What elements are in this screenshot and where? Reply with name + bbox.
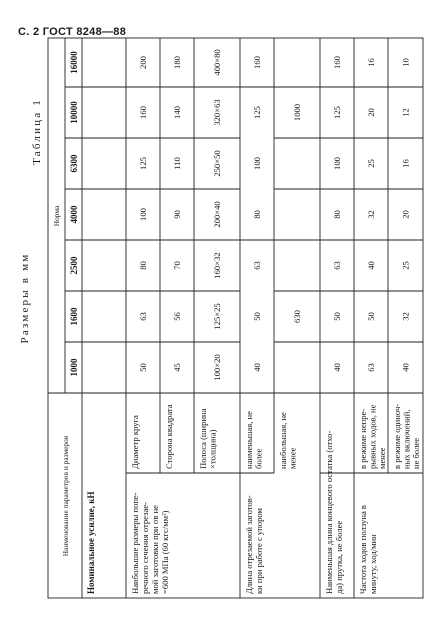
cell-value: 40 <box>252 363 262 372</box>
row-sublabel: менее <box>287 447 298 469</box>
row-sublabel: Диаметр круга <box>130 415 140 469</box>
cell-value: 400×80 <box>212 49 222 76</box>
row-label: =600 МПа (60 кгс/мм²) <box>160 510 170 594</box>
cell-value: 125 <box>138 157 148 170</box>
row-label: мой заготовки при σв не <box>150 504 160 594</box>
row-label: да) прутка, не более <box>334 520 344 594</box>
cell-value: 50 <box>332 312 342 321</box>
row-sublabel: ×толщина) <box>207 429 218 469</box>
cell-value: 63 <box>252 261 262 270</box>
cell-value: 1000 <box>292 103 302 122</box>
row-label: Наименьшая длина концевого остатка (отхо- <box>324 430 334 594</box>
row-labels <box>86 404 421 594</box>
row-sublabel: в режиме непре- <box>358 408 368 469</box>
row-sublabel: Сторона квадрата <box>164 404 174 469</box>
cell-value: 200 <box>138 56 148 69</box>
row-sublabel: ных включений, <box>401 409 412 469</box>
row-sublabel: в режиме одиноч- <box>392 403 402 469</box>
header-value: 10000 <box>69 101 79 124</box>
row-label: Частота ходов ползуна в <box>358 505 368 594</box>
cell-value: 320×63 <box>212 99 222 126</box>
cell-value: 160 <box>252 56 262 69</box>
table-rotated-group <box>19 38 423 598</box>
row-sublabel: более <box>253 448 264 469</box>
header-norms: Норма <box>52 205 61 227</box>
row-sublabel: Полоса (ширина <box>198 408 208 469</box>
cell-value: 250×50 <box>212 150 222 177</box>
cell-value: 45 <box>172 363 182 372</box>
row-sublabel: рывных ходов, не <box>367 404 378 469</box>
cell-value: 40 <box>332 363 342 372</box>
cell-value: 125 <box>332 106 342 119</box>
cell-value: 200×40 <box>212 201 222 228</box>
header-value: 1000 <box>69 358 79 377</box>
cell-value: 40 <box>400 363 411 372</box>
cell-value: 50 <box>366 312 376 321</box>
cell-value: 56 <box>172 312 182 321</box>
cell-value: 12 <box>400 108 411 117</box>
cell-value: 25 <box>366 159 376 168</box>
page-header: С. 2 ГОСТ 8248—88 <box>18 26 127 38</box>
row-label: речного сечения отрезае- <box>140 502 150 594</box>
cell-value: 180 <box>172 56 182 69</box>
header-value: 2500 <box>69 256 79 275</box>
row-label: ки при работе с упором <box>254 508 264 594</box>
cell-value: 100 <box>332 157 342 170</box>
header-param: Наименование параметров и размеров <box>61 435 70 557</box>
cell-value: 50 <box>252 312 262 321</box>
row-label: Номинальное усилие, кН <box>86 491 96 594</box>
row-sublabel: не более <box>411 437 421 469</box>
cell-value: 63 <box>366 363 376 372</box>
cell-value: 16 <box>400 159 411 168</box>
row-label: Наибольшие размеры попе- <box>130 492 140 594</box>
cell-value: 63 <box>138 312 148 321</box>
cell-value: 140 <box>172 106 182 119</box>
header-values <box>69 51 79 377</box>
table-label: Таблица 1 <box>31 98 43 165</box>
cell-value: 630 <box>292 310 302 323</box>
row-sublabel: наибольшая, не <box>278 412 288 469</box>
cell-value: 100×20 <box>212 354 222 381</box>
cell-value: 160 <box>332 56 342 69</box>
cell-value: 16 <box>366 58 376 67</box>
cell-value: 90 <box>172 210 182 219</box>
cell-value: 20 <box>400 210 411 219</box>
header-value: 6300 <box>69 154 79 173</box>
cell-value: 100 <box>252 157 262 170</box>
cell-value: 32 <box>400 312 411 321</box>
cell-value: 40 <box>366 261 376 270</box>
table-title: Размеры в мм <box>19 252 31 344</box>
cell-value: 20 <box>366 108 376 117</box>
cell-value: 125×25 <box>212 303 222 330</box>
cell-value: 63 <box>332 261 342 270</box>
cell-value: 10 <box>400 58 411 67</box>
cell-value: 70 <box>172 261 182 270</box>
cell-value: 50 <box>138 363 148 372</box>
cell-value: 80 <box>138 261 148 270</box>
cell-value: 25 <box>400 261 411 270</box>
header-value: 16000 <box>69 51 79 74</box>
cell-value: 125 <box>252 106 262 119</box>
row-sublabel: наименьшая, не <box>244 411 254 469</box>
row-label: Длина отрезаемой заготов- <box>244 495 254 594</box>
cell-value: 100 <box>138 208 148 221</box>
row-sublabel: менее <box>377 447 387 469</box>
cell-value: 32 <box>366 210 376 219</box>
cell-value: 110 <box>172 157 182 170</box>
cell-value: 160×32 <box>212 252 222 279</box>
cell-value: 80 <box>252 210 262 219</box>
row-label: минуту, ход/мин <box>368 534 378 594</box>
header-value: 4000 <box>69 205 79 224</box>
cell-value: 80 <box>332 210 342 219</box>
header-value: 1600 <box>69 307 79 326</box>
cell-value: 160 <box>138 106 148 119</box>
